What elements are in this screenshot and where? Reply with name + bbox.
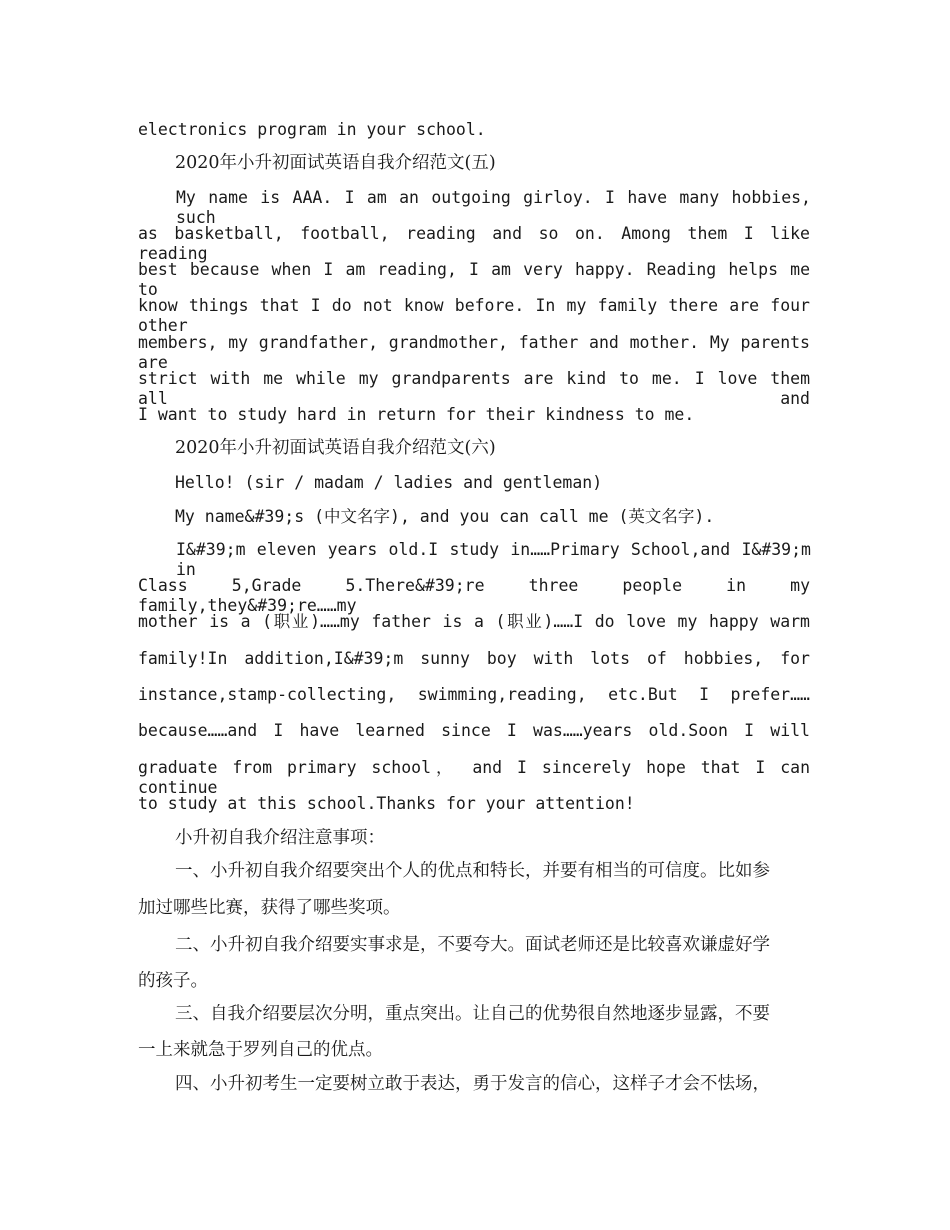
text-line: graduate from primary school， and I sincerely hope that I can continue [138,758,810,797]
text-line: Hello! (sir / madam / ladies and gentleman) [175,473,603,492]
text-line: 一、小升初自我介绍要突出个人的优点和特长，并要有相当的可信度。比如参 [175,861,770,881]
text-line: Class 5,Grade 5.There&#39;re three people in my family,they&#39;re……my [138,576,810,615]
text-line: because……and I have learned since I was……years old.Soon I will [138,721,810,740]
text-line: I&#39;m eleven years old.I study in……Primary School,and I&#39;m in [176,540,811,579]
text-line: I want to study hard in return for their kindness to me. [138,405,695,424]
text-line: 加过哪些比赛，获得了哪些奖项。 [138,898,401,918]
text-line: instance,stamp-collecting, swimming,reading, etc.But I prefer…… [138,685,810,704]
text-line: My name&#39;s (中文名字), and you can call me (英文名字). [175,507,715,526]
section-heading: 小升初自我介绍注意事项： [175,828,385,848]
text-line: mother is a (职业)……my father is a (职业)……I do love my happy warm [138,612,810,631]
section-heading: 2020年小升初面试英语自我介绍范文(六) [175,438,496,458]
text-line: 四、小升初考生一定要树立敢于表达，勇于发言的信心，这样子才会不怯场， [175,1074,770,1094]
text-line: as basketball, football, reading and so on. Among them I like reading [138,224,810,263]
text-line: 三、自我介绍要层次分明，重点突出。让自己的优势很自然地逐步显露，不要 [175,1004,770,1024]
text-line: best because when I am reading, I am very happy. Reading helps me to [138,260,810,299]
text-line: 二、小升初自我介绍要实事求是，不要夸大。面试老师还是比较喜欢谦虚好学 [175,935,770,955]
text-line: strict with me while my grandparents are kind to me. I love them all and [138,369,810,408]
text-line: to study at this school.Thanks for your attention! [138,794,635,813]
text-line: know things that I do not know before. In my family there are four other [138,296,810,335]
text-line: members, my grandfather, grandmother, father and mother. My parents are [138,333,810,372]
text-line: electronics program in your school. [138,120,486,139]
text-line: My name is AAA. I am an outgoing girloy. I have many hobbies, such [176,188,811,227]
text-line: family!In addition,I&#39;m sunny boy with lots of hobbies, for [138,649,810,668]
text-line: 一上来就急于罗列自己的优点。 [138,1040,383,1060]
text-line: 的孩子。 [138,971,208,991]
section-heading: 2020年小升初面试英语自我介绍范文(五) [175,153,496,173]
